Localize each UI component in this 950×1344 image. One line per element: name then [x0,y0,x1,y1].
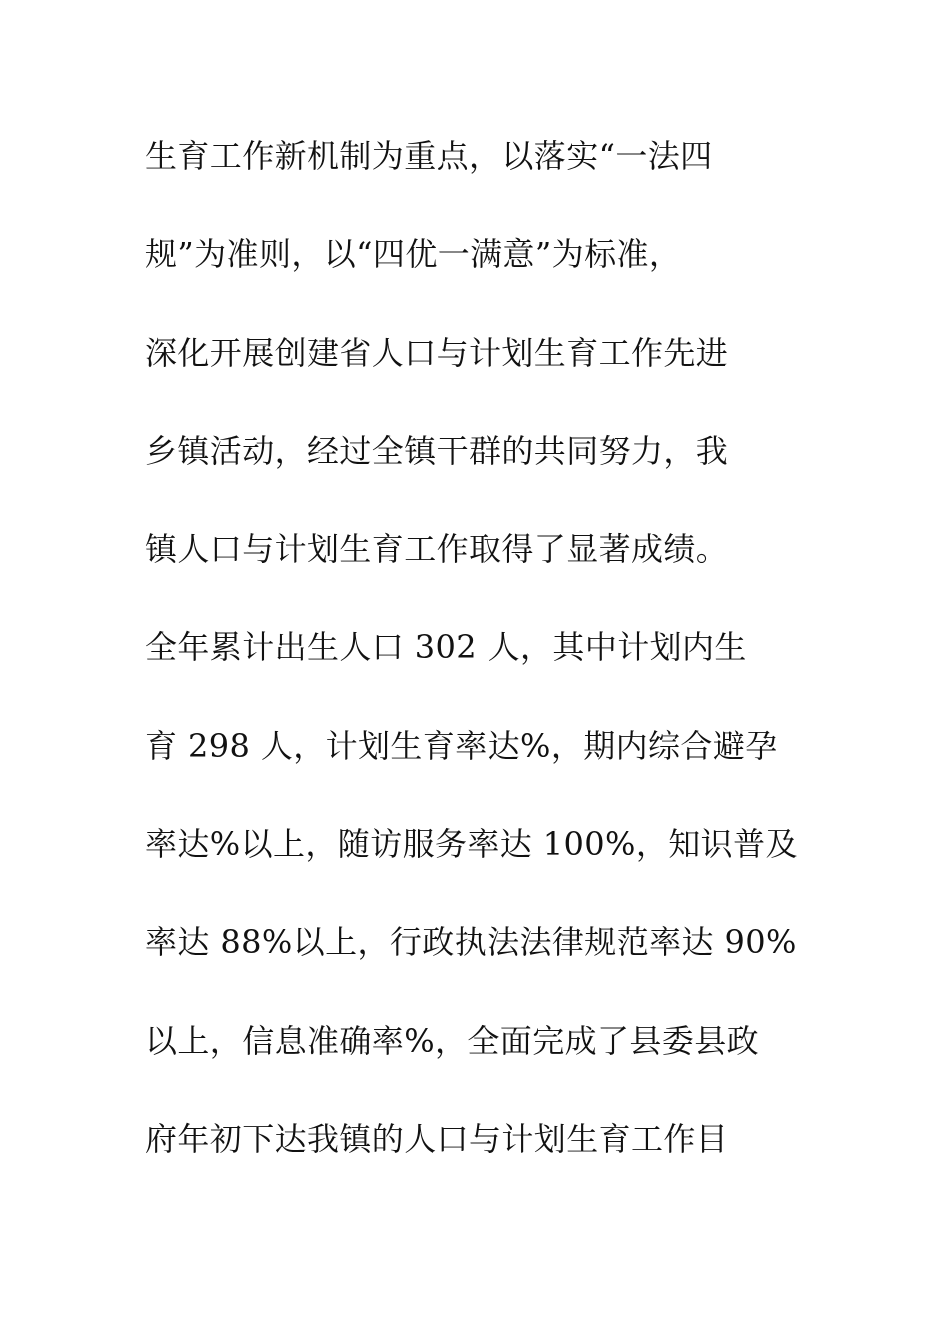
text-line: 府年初下达我镇的人口与计划生育工作目 [145,1119,729,1158]
text-line: 规”为准则，以“四优一满意”为标准， [145,235,682,274]
text-line: 镇人口与计划生育工作取得了显著成绩。 [145,530,729,569]
body-paragraph [145,126,825,1207]
text-line: 乡镇活动，经过全镇干群的共同努力，我 [145,431,729,470]
text-line: 生育工作新机制为重点，以落实“一法四 [145,137,713,175]
text-line: 以上，信息准确率%，全面完成了县委县政 [145,1021,760,1060]
text-line: 深化开展创建省人口与计划生育工作先进 [145,333,729,372]
text-line: 率达 88%以上，行政执法法律规范率达 90% [145,923,797,962]
text-line: 率达%以上，随访服务率达 100%，知识普及 [145,825,798,864]
text-line: 全年累计出生人口 302 人，其中计划内生 [145,628,747,667]
text-line: 育 298 人，计划生育率达%，期内综合避孕 [145,726,778,765]
